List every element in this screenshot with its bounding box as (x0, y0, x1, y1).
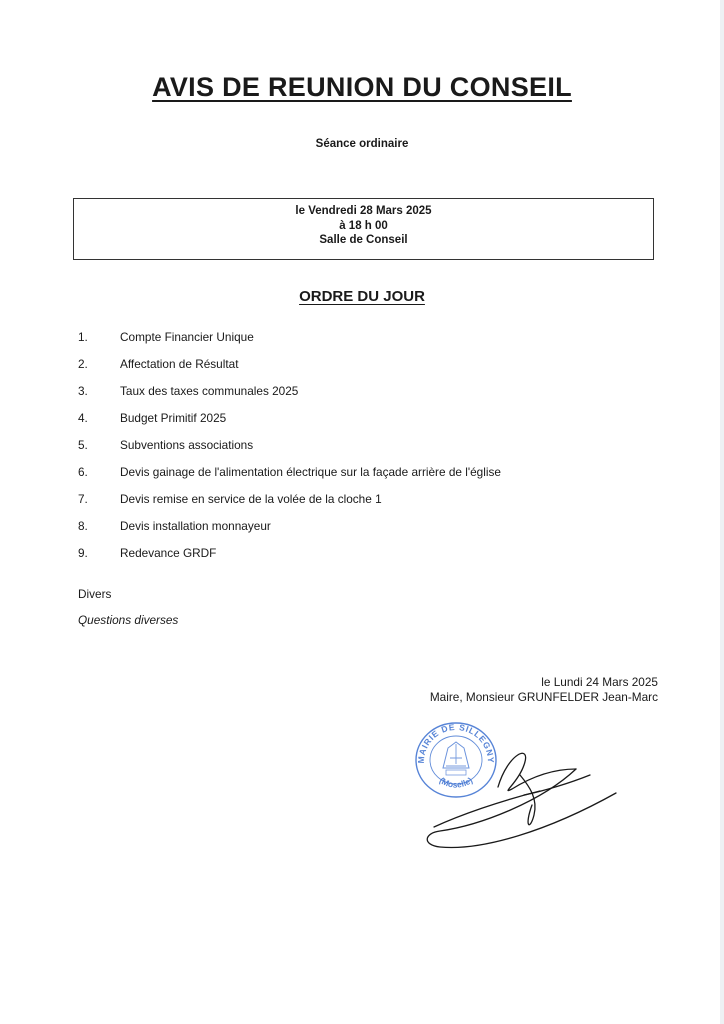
agenda-item-label: Redevance GRDF (120, 546, 217, 560)
agenda-item (78, 411, 678, 438)
mayor-signature (420, 735, 630, 855)
agenda-item (78, 519, 678, 546)
agenda-item (78, 330, 678, 357)
divers-label: Divers (78, 587, 112, 601)
stamp-top-text: MAIRIE DE SILLEGNY (415, 721, 497, 764)
agenda-item-number: 2. (78, 357, 88, 371)
agenda-item (78, 465, 678, 492)
agenda-list (78, 330, 678, 573)
questions-diverses-label: Questions diverses (78, 613, 179, 627)
meeting-date: le Vendredi 28 Mars 2025 (295, 205, 432, 217)
meeting-time: à 18 h 00 (339, 219, 388, 232)
agenda-item-label: Devis gainage de l'alimentation électrique sur la façade arrière de l'église (120, 465, 501, 479)
agenda-item-label: Budget Primitif 2025 (120, 411, 227, 425)
agenda-item (78, 546, 678, 573)
session-type: Séance ordinaire (315, 138, 409, 150)
agenda-item (78, 492, 678, 519)
agenda-item-label: Subventions associations (120, 438, 254, 452)
signature-date: le Lundi 24 Mars 2025 (541, 675, 658, 689)
page-edge (720, 0, 724, 1024)
agenda-item-number: 5. (78, 438, 88, 452)
agenda-item-number: 3. (78, 384, 88, 398)
agenda-item-number: 9. (78, 546, 88, 560)
agenda-item (78, 357, 678, 384)
mayor-name: Maire, Monsieur GRUNFELDER Jean-Marc (429, 690, 658, 704)
agenda-item-label: Affectation de Résultat (120, 357, 239, 371)
agenda-item (78, 438, 678, 465)
agenda-item-label: Devis installation monnayeur (120, 519, 271, 533)
agenda-item-label: Taux des taxes communales 2025 (120, 384, 299, 398)
meeting-details-box (73, 198, 654, 260)
meeting-place: Salle de Conseil (319, 234, 408, 246)
document-title: AVIS DE REUNION DU CONSEIL (152, 72, 572, 102)
agenda-item-number: 7. (78, 492, 88, 506)
agenda-item-number: 6. (78, 465, 88, 479)
agenda-item-label: Compte Financier Unique (120, 330, 254, 344)
agenda-item-label: Devis remise en service de la volée de la cloche 1 (120, 492, 382, 506)
agenda-item-number: 4. (78, 411, 88, 425)
agenda-item (78, 384, 678, 411)
stamp-bottom-text: (Moselle) (437, 775, 475, 790)
agenda-item-number: 8. (78, 519, 88, 533)
agenda-item-number: 1. (78, 330, 88, 344)
agenda-heading: ORDRE DU JOUR (299, 288, 425, 305)
